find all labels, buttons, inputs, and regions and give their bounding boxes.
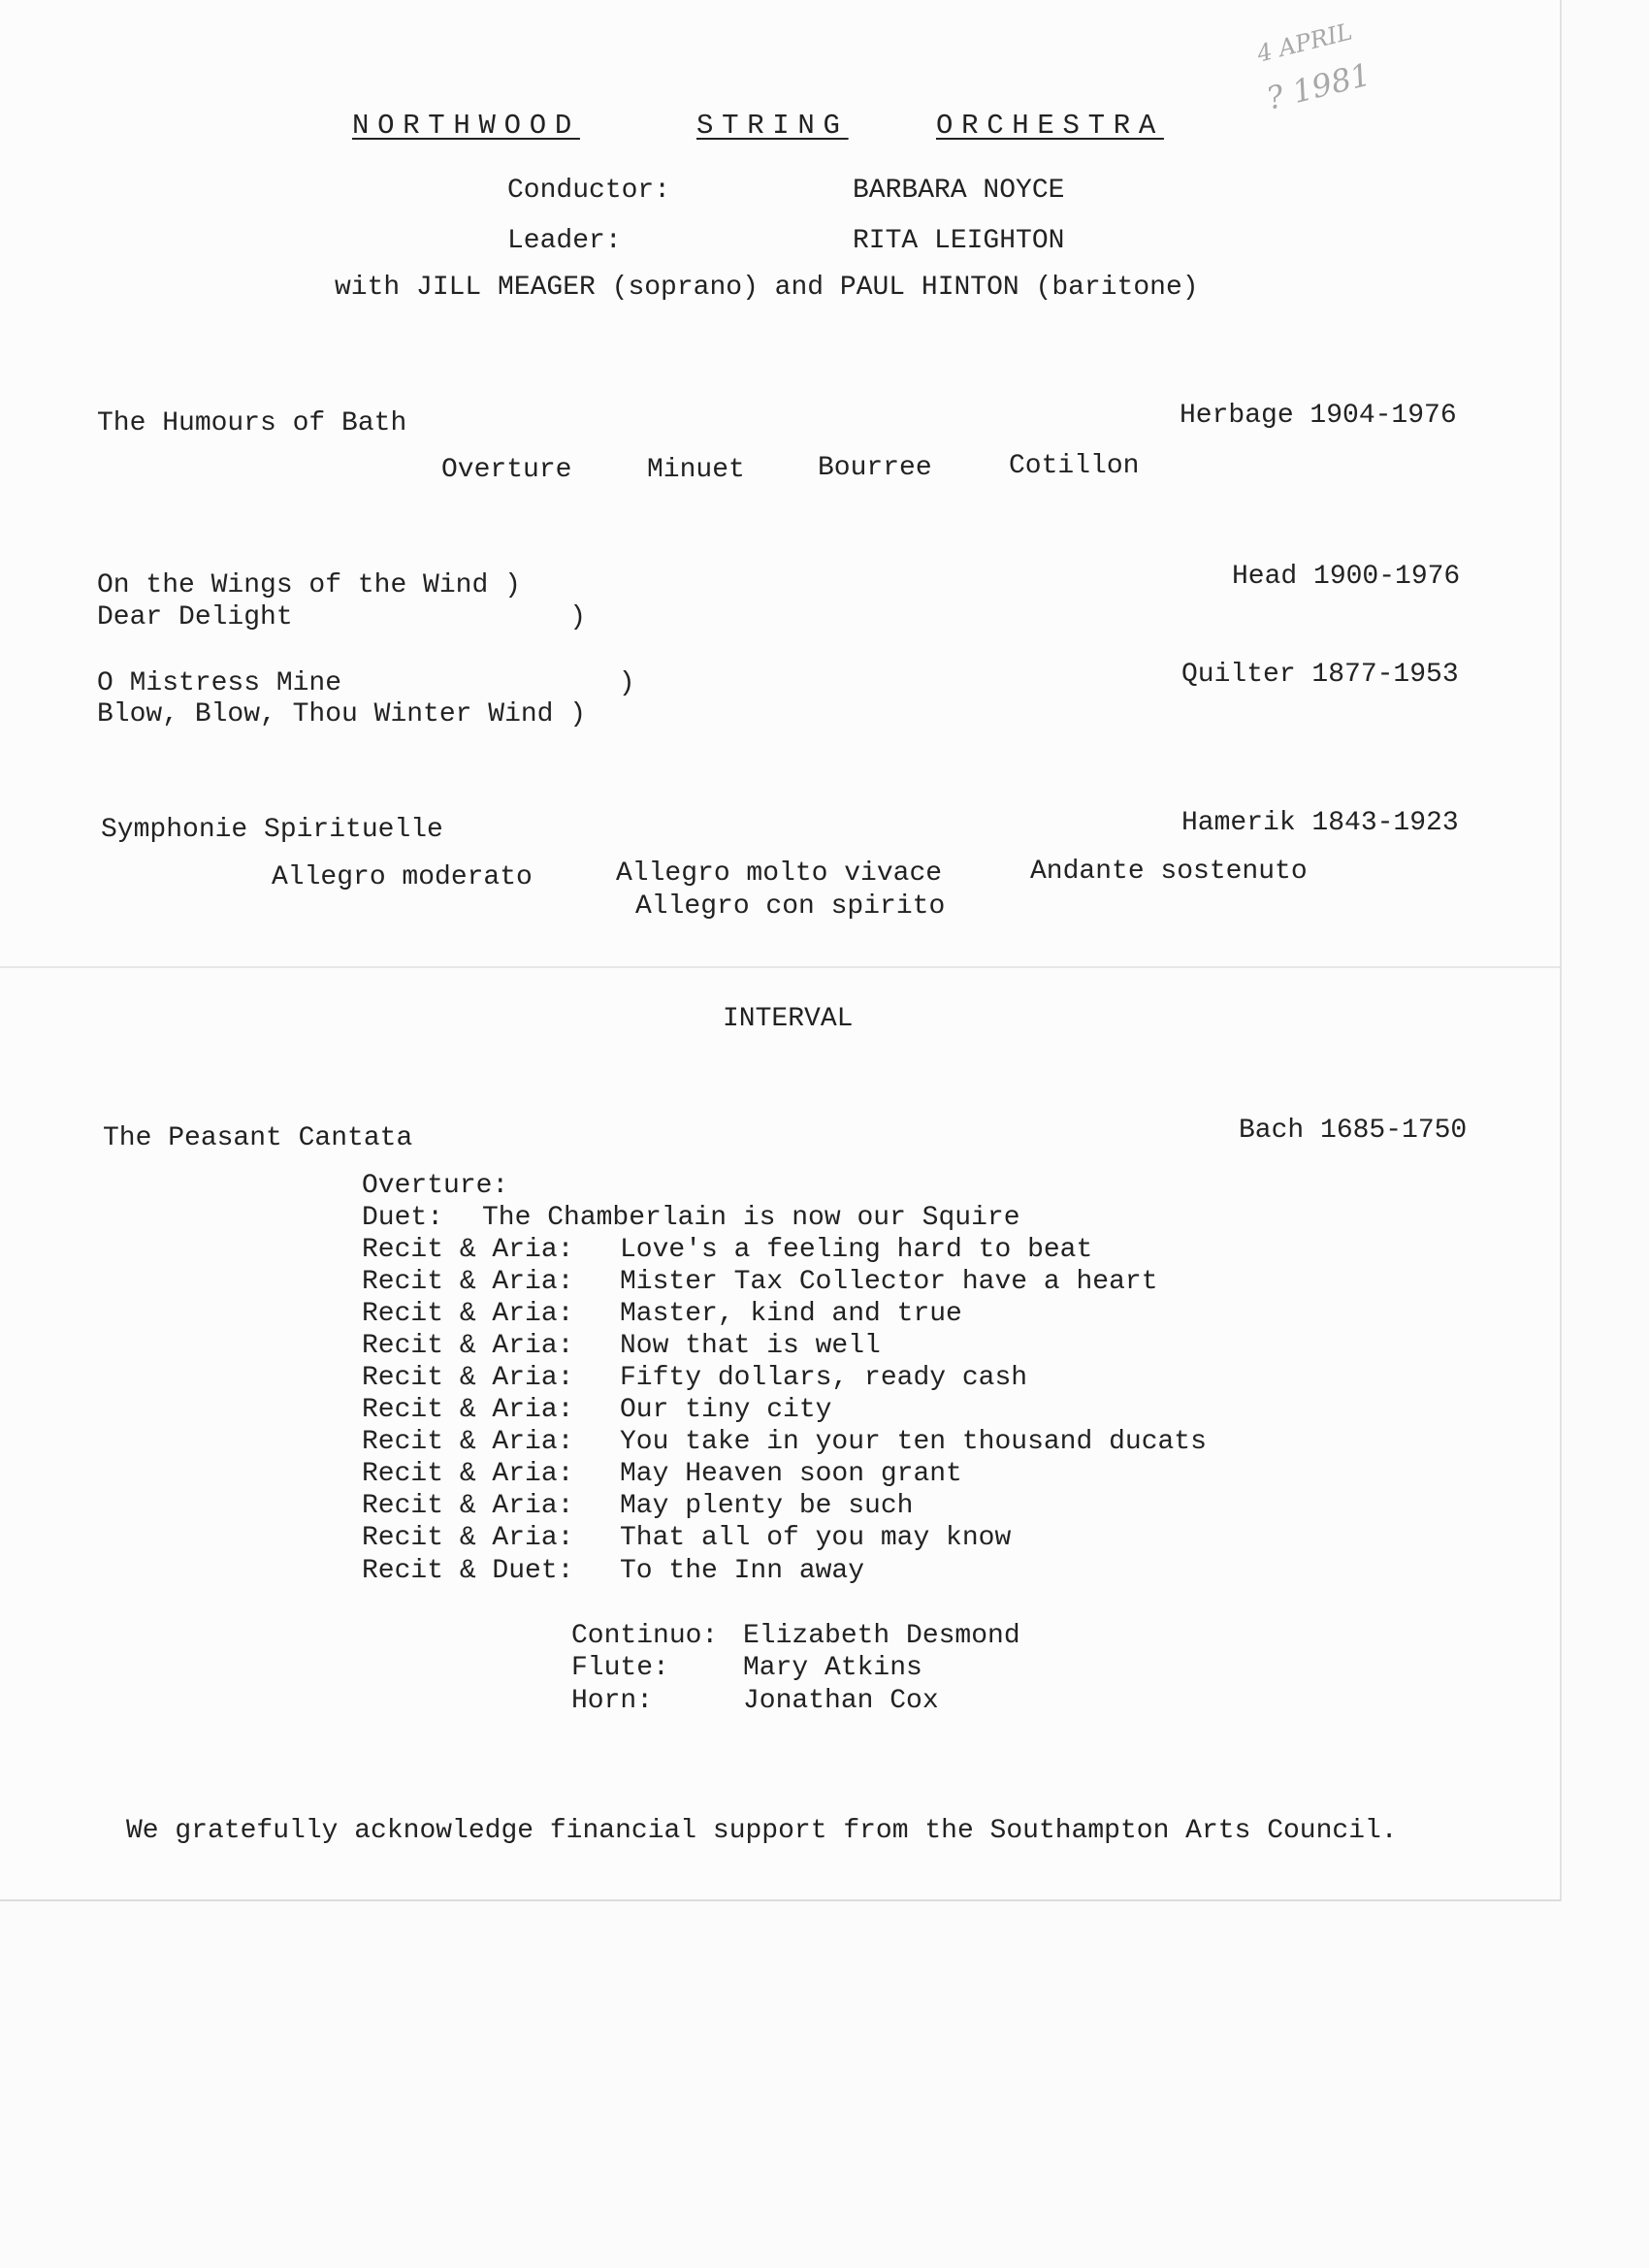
conductor-name: BARBARA NOYCE: [853, 176, 1065, 206]
cantata-item-text: May plenty be such: [620, 1491, 914, 1521]
conductor-label: Conductor:: [507, 176, 671, 206]
player-name: Jonathan Cox: [743, 1686, 939, 1716]
work-title: O Mistress Mine ): [97, 668, 635, 698]
cantata-item-text: Mister Tax Collector have a heart: [620, 1267, 1158, 1297]
work-title: The Humours of Bath: [97, 408, 407, 438]
work-title: On the Wings of the Wind ): [97, 570, 521, 600]
cantata-item-text: To the Inn away: [620, 1556, 865, 1586]
soloists-line: with JILL MEAGER (soprano) and PAUL HINTON (baritone): [335, 273, 1199, 303]
cantata-item-text: The Chamberlain is now our Squire: [482, 1203, 1020, 1233]
cantata-item-text: Love's a feeling hard to beat: [620, 1235, 1093, 1265]
cantata-item-text: That all of you may know: [620, 1523, 1012, 1553]
cantata-item-text: Our tiny city: [620, 1395, 832, 1425]
cantata-item-text: Master, kind and true: [620, 1299, 962, 1329]
movement: Cotillon: [1009, 451, 1140, 481]
cantata-item-label: Recit & Aria:: [362, 1395, 574, 1425]
cantata-composer: Bach 1685-1750: [1239, 1116, 1468, 1146]
title-word-3: ORCHESTRA: [936, 110, 1164, 142]
cantata-item-text: Fifty dollars, ready cash: [620, 1363, 1028, 1393]
cantata-item-label: Duet:: [362, 1203, 444, 1233]
cantata-item-label: Recit & Aria:: [362, 1427, 574, 1457]
leader-label: Leader:: [507, 226, 622, 256]
work-title: Dear Delight ): [97, 602, 587, 632]
title-word-2: STRING: [696, 110, 849, 142]
work-composer: Herbage 1904-1976: [1180, 401, 1457, 431]
movement: Allegro moderato: [272, 862, 533, 892]
movement: Overture: [441, 455, 572, 485]
acknowledgement-footer: We gratefully acknowledge financial support from the Southampton Arts Council.: [126, 1816, 1398, 1846]
cantata-title: The Peasant Cantata: [103, 1123, 413, 1153]
cantata-overture: Overture:: [362, 1171, 509, 1201]
work-title: Symphonie Spirituelle: [101, 815, 443, 845]
cantata-item-text: You take in your ten thousand ducats: [620, 1427, 1207, 1457]
leader-name: RITA LEIGHTON: [853, 226, 1065, 256]
player-name: Elizabeth Desmond: [743, 1621, 1020, 1651]
movement: Andante sostenuto: [1030, 857, 1308, 887]
cantata-item-label: Recit & Aria:: [362, 1267, 574, 1297]
cantata-item-text: Now that is well: [620, 1331, 881, 1361]
movement: Allegro con spirito: [635, 891, 946, 922]
cantata-item-label: Recit & Aria:: [362, 1459, 574, 1489]
cantata-item-label: Recit & Aria:: [362, 1299, 574, 1329]
player-role: Continuo:: [571, 1621, 719, 1651]
cantata-item-label: Recit & Aria:: [362, 1331, 574, 1361]
cantata-item-label: Recit & Aria:: [362, 1363, 574, 1393]
cantata-item-label: Recit & Aria:: [362, 1523, 574, 1553]
movement: Allegro molto vivace: [616, 859, 943, 889]
interval-heading: INTERVAL: [723, 1004, 854, 1034]
work-composer: Hamerik 1843-1923: [1181, 808, 1459, 838]
handwritten-date-line2: ? 1981: [1263, 55, 1374, 117]
work-composer: Quilter 1877-1953: [1181, 660, 1459, 690]
player-role: Flute:: [571, 1653, 669, 1683]
paper-fold-line: [0, 966, 1560, 968]
cantata-item-label: Recit & Aria:: [362, 1235, 574, 1265]
work-title: Blow, Blow, Thou Winter Wind ): [97, 699, 587, 729]
cantata-item-label: Recit & Duet:: [362, 1556, 574, 1586]
player-name: Mary Atkins: [743, 1653, 922, 1683]
player-role: Horn:: [571, 1686, 654, 1716]
cantata-item-label: Recit & Aria:: [362, 1491, 574, 1521]
title-word-1: NORTHWOOD: [352, 110, 580, 142]
cantata-item-text: May Heaven soon grant: [620, 1459, 962, 1489]
movement: Bourree: [818, 453, 932, 483]
work-composer: Head 1900-1976: [1232, 562, 1461, 592]
handwritten-date-line1: 4 APRIL: [1254, 17, 1355, 68]
movement: Minuet: [647, 455, 745, 485]
